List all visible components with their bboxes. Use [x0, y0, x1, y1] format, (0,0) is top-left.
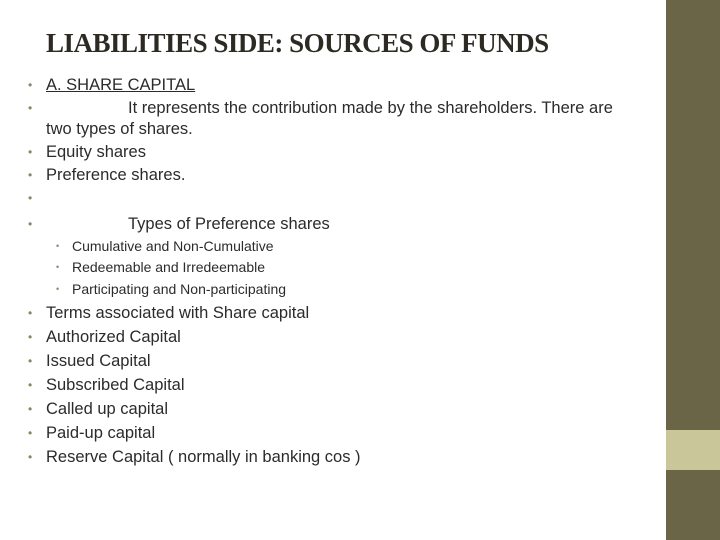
bullet-called-up: Called up capital	[46, 400, 168, 418]
bullet-dot: •	[28, 168, 33, 182]
sub-item-redeemable: Redeemable and Irredeemable	[72, 259, 266, 275]
sub-item-cumulative: Cumulative and Non-Cumulative	[72, 238, 274, 254]
bullet-dot-empty: •	[28, 191, 33, 205]
bullet-dot: •	[28, 378, 33, 392]
bullet-dot: •	[28, 217, 33, 231]
bullet-types-heading: Types of Preference shares	[128, 215, 330, 233]
bullet-dot: •	[28, 330, 33, 344]
slide-title: LIABILITIES SIDE: SOURCES OF FUNDS	[46, 28, 549, 58]
bullet-paid-up: Paid-up capital	[46, 424, 156, 442]
bullet-equity: Equity shares	[46, 143, 146, 161]
bullet-dot: •	[28, 450, 33, 464]
bullet-dot: •	[28, 402, 33, 416]
bullet-dot: •	[28, 426, 33, 440]
sub-item-participating: Participating and Non-participating	[72, 281, 287, 297]
bullet-dot: •	[28, 78, 33, 92]
bullet-authorized: Authorized Capital	[46, 328, 181, 346]
bullet-reserve: Reserve Capital ( normally in banking cos )	[46, 448, 361, 466]
bullet-terms: Terms associated with Share capital	[46, 304, 310, 322]
bullet-dot: •	[28, 306, 33, 320]
bullet-dot: •	[28, 145, 33, 159]
bullet-dot: •	[28, 354, 33, 368]
bullet-preference: Preference shares.	[46, 166, 186, 184]
sub-bullet-dot: •	[56, 241, 60, 251]
bullet-share-capital: A. SHARE CAPITAL	[46, 76, 196, 94]
bullet-issued: Issued Capital	[46, 352, 151, 370]
sub-bullet-dot: •	[56, 284, 60, 294]
bullet-represents-line1: It represents the contribution made by the shareholders. There are	[128, 99, 613, 117]
bullet-represents-line2: two types of shares.	[46, 120, 193, 138]
sidebar-accent-block	[666, 430, 720, 470]
bullet-dot: •	[28, 101, 33, 115]
sub-bullet-dot: •	[56, 262, 60, 272]
bullet-subscribed: Subscribed Capital	[46, 376, 185, 394]
